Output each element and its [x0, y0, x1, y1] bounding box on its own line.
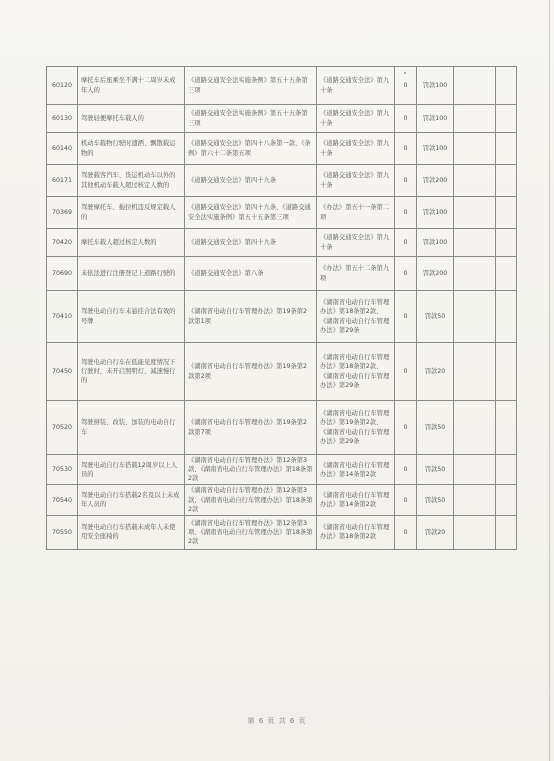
- blank-cell: [454, 485, 496, 515]
- table-row: [47, 197, 517, 229]
- blank-cell: [496, 515, 517, 549]
- count-cell: 0: [395, 229, 417, 257]
- violation-code: 60140: [47, 133, 78, 165]
- violation-code: 70369: [47, 197, 78, 229]
- violation-code: 60120: [47, 67, 78, 105]
- punishment-basis: 《道路交通安全法》第九十条: [317, 133, 395, 165]
- punishment-basis: 《道路交通安全法》第九十条: [317, 67, 395, 105]
- penalty-cell: 罚款50: [417, 291, 454, 343]
- blank-cell: [496, 133, 517, 165]
- blank-cell: [496, 67, 517, 105]
- violation-code: 70520: [47, 401, 78, 455]
- violation-description: 驾驶摩托车、拖拉机违反规定载人的: [78, 197, 185, 229]
- blank-cell: [454, 105, 496, 133]
- table-row: [47, 229, 517, 257]
- blank-cell: [454, 515, 496, 549]
- legal-basis: 《道路交通安全法》第八条: [185, 257, 317, 291]
- violation-description: 驾驶电动自行车未悬挂合法有效的号牌: [78, 291, 185, 343]
- blank-cell: [496, 291, 517, 343]
- legal-basis: 《湖南省电动自行车管理办法》第19条第2款第2项: [185, 343, 317, 401]
- table-row: [47, 165, 517, 197]
- blank-cell: [454, 229, 496, 257]
- violation-code: 60171: [47, 165, 78, 197]
- table-row: [47, 455, 517, 485]
- penalty-cell: 罚款100: [417, 133, 454, 165]
- table-row: [47, 515, 517, 549]
- blank-cell: [496, 197, 517, 229]
- legal-basis: 《道路交通安全法》第四十九条: [185, 229, 317, 257]
- blank-cell: [454, 455, 496, 485]
- page-footer: 第 6 页 共 6 页: [247, 717, 307, 725]
- violation-code: 70530: [47, 455, 78, 485]
- table-row: [47, 401, 517, 455]
- punishment-basis: 《办法》第五十一条第二项: [317, 197, 395, 229]
- count-cell: 0: [395, 343, 417, 401]
- legal-basis: 《道路交通安全法》第四十九条: [185, 165, 317, 197]
- violation-description: 机动车载物行驶时遗洒、飘散载运物的: [78, 133, 185, 165]
- punishment-basis: 《湖南省电动自行车管理办法》第18条第2款、《湖南省电动自行车管理办法》第29条: [317, 291, 395, 343]
- count-cell: 0: [395, 257, 417, 291]
- count-cell: 0: [395, 105, 417, 133]
- violation-code: 70410: [47, 291, 78, 343]
- table-row: [47, 133, 517, 165]
- table-body: [47, 67, 517, 550]
- blank-cell: [454, 197, 496, 229]
- penalty-cell: 罚款100: [417, 197, 454, 229]
- blank-cell: [496, 401, 517, 455]
- penalty-cell: 罚款100: [417, 105, 454, 133]
- punishment-basis: 《道路交通安全法》第九十条: [317, 165, 395, 197]
- punishment-basis: 《道路交通安全法》第九十条: [317, 105, 395, 133]
- legal-basis: 《湖南省电动自行车管理办法》第12条第3项、《湖南省电动自行车管理办法》第18条第2款: [185, 515, 317, 549]
- count-cell: 0: [395, 165, 417, 197]
- violation-description: 驾驶电动自行车搭载未成年人未使用安全座椅的: [78, 515, 185, 549]
- legal-basis: 《道路交通安全法》第四十八条第一款、《条例》第六十二条第五项: [185, 133, 317, 165]
- violation-code: 70540: [47, 485, 78, 515]
- count-cell: 0: [395, 197, 417, 229]
- blank-cell: [496, 455, 517, 485]
- violation-description: 摩托车载人超过核定人数的: [78, 229, 185, 257]
- blank-cell: [454, 257, 496, 291]
- penalty-cell: 罚款200: [417, 257, 454, 291]
- legal-basis: 《湖南省电动自行车管理办法》第19条第2款第1项: [185, 291, 317, 343]
- violation-description: 未依法进行注册登记上道路行驶的: [78, 257, 185, 291]
- penalty-cell: 罚款50: [417, 485, 454, 515]
- blank-cell: [496, 165, 517, 197]
- legal-basis: 《道路交通安全法实施条例》第五十五条第三项: [185, 67, 317, 105]
- table-row: [47, 343, 517, 401]
- count-cell: 0: [395, 485, 417, 515]
- blank-cell: [496, 485, 517, 515]
- blank-cell: [496, 257, 517, 291]
- punishment-basis: 《办法》第五十二条第九项: [317, 257, 395, 291]
- punishment-basis: 《湖南省电动自行车管理办法》第14条第2款: [317, 455, 395, 485]
- legal-basis: 《道路交通安全法》第四十九条、《道路交通安全法实施条例》第五十五条第三项: [185, 197, 317, 229]
- violation-description: 驾驶电动自行车搭载12周岁以上人员的: [78, 455, 185, 485]
- count-cell: 0: [395, 401, 417, 455]
- punishment-basis: 《湖南省电动自行车管理办法》第14条第2款: [317, 485, 395, 515]
- violation-description: 驾驶轻便摩托车载人的: [78, 105, 185, 133]
- violation-description: 驾驶电动自行车搭载2名及以上未成年人员的: [78, 485, 185, 515]
- count-cell: 0: [395, 515, 417, 549]
- violation-code: 60130: [47, 105, 78, 133]
- blank-cell: [454, 343, 496, 401]
- punishment-basis: 《湖南省电动自行车管理办法》第18条第2款: [317, 515, 395, 549]
- violation-table: [46, 66, 517, 550]
- violation-description: 摩托车后座乘坐不满十二周岁未成年人的: [78, 67, 185, 105]
- violation-description: 驾驶载客汽车、货运机动车以外的其他机动车载人超过核定人数的: [78, 165, 185, 197]
- table-row: [47, 257, 517, 291]
- table-row: [47, 105, 517, 133]
- penalty-cell: 罚款50: [417, 455, 454, 485]
- legal-basis: 《湖南省电动自行车管理办法》第19条第2款第7项: [185, 401, 317, 455]
- violation-code: 70450: [47, 343, 78, 401]
- violation-description: 驾驶拼装、改装、加装的电动自行车: [78, 401, 185, 455]
- table-row: [47, 67, 517, 105]
- punishment-basis: 《湖南省电动自行车管理办法》第19条第2款、《湖南省电动自行车管理办法》第29条: [317, 401, 395, 455]
- count-cell: 0: [395, 291, 417, 343]
- count-cell: 0: [395, 133, 417, 165]
- penalty-cell: 罚款50: [417, 401, 454, 455]
- table-row: [47, 485, 517, 515]
- punishment-basis: 《湖南省电动自行车管理办法》第18条第2款、《湖南省电动自行车管理办法》第29条: [317, 343, 395, 401]
- legal-basis: 《湖南省电动自行车管理办法》第12条第3款、《湖南省电动自行车管理办法》第18条第2款: [185, 455, 317, 485]
- violation-code: 70690: [47, 257, 78, 291]
- penalty-cell: 罚款20: [417, 343, 454, 401]
- scan-edge: [549, 0, 550, 761]
- blank-cell: [496, 229, 517, 257]
- violation-code: 70420: [47, 229, 78, 257]
- violation-description: 驾驶电动自行车在低能见度情况下行驶时，未开启照明灯、减速慢行的: [78, 343, 185, 401]
- count-cell: 0: [395, 67, 417, 105]
- blank-cell: [496, 105, 517, 133]
- table-row: [47, 291, 517, 343]
- blank-cell: [496, 343, 517, 401]
- blank-cell: [454, 291, 496, 343]
- blank-cell: [454, 401, 496, 455]
- penalty-cell: 罚款20: [417, 515, 454, 549]
- legal-basis: 《湖南省电动自行车管理办法》第12条第3款、《湖南省电动自行车管理办法》第18条第2款: [185, 485, 317, 515]
- count-cell: 0: [395, 455, 417, 485]
- penalty-cell: 罚款100: [417, 229, 454, 257]
- penalty-cell: 罚款200: [417, 165, 454, 197]
- legal-basis: 《道路交通安全法实施条例》第五十五条第三项: [185, 105, 317, 133]
- penalty-cell: 罚款100: [417, 67, 454, 105]
- punishment-basis: 《道路交通安全法》第九十条: [317, 229, 395, 257]
- blank-cell: [454, 67, 496, 105]
- blank-cell: [454, 165, 496, 197]
- violation-code: 70550: [47, 515, 78, 549]
- blank-cell: [454, 133, 496, 165]
